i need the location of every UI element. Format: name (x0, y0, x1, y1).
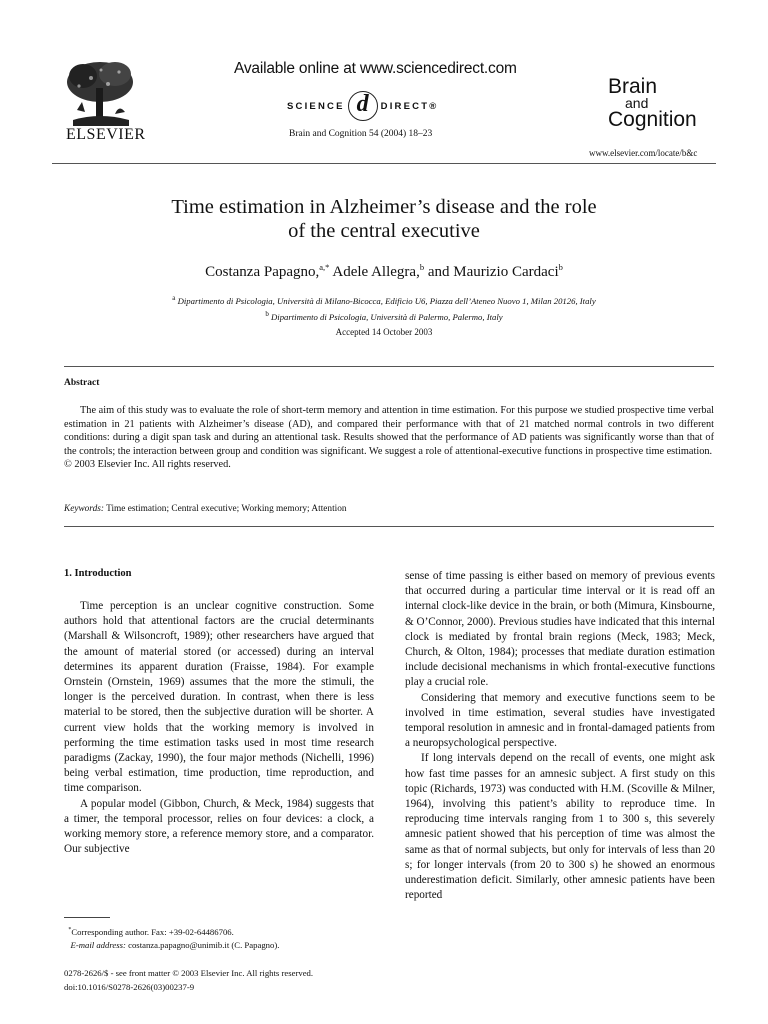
right-paragraph-2: Considering that memory and executive functions seem to be involved in time estimation, several studies have investigated temporal resolution in amnesic and in frontal-damaged patients from a neuropsychological perspective. (405, 691, 715, 750)
journal-citation: Brain and Cognition 54 (2004) 18–23 (289, 129, 433, 139)
issn-line: 0278-2626/$ - see front matter © 2003 Elsevier Inc. All rights reserved. (64, 968, 314, 978)
sciencedirect-logo (287, 91, 438, 121)
journal-logo-line2: and (625, 95, 649, 111)
footnote-divider (64, 917, 110, 918)
author-2: Adele Allegra, (329, 264, 420, 280)
affiliation-b-sup: b (265, 309, 269, 318)
sciencedirect-right: DIRECT® (380, 100, 439, 112)
left-paragraph-2: A popular model (Gibbon, Church, & Meck, 1984) suggests that a timer, the temporal processor, relies on four devices: a clock, a working memory store, a reference memory store, and a comparator. Our subjective (64, 797, 374, 856)
available-online-banner[interactable]: Available online at www.sciencedirect.com (234, 60, 517, 77)
abstract-body (64, 404, 714, 472)
right-column (405, 569, 715, 903)
left-paragraph-1: Time perception is an unclear cognitive construction. Some authors hold that attentional factors are the crucial determinants (Marshall & Wilsoncroft, 1989); other researchers have argued that the amount of material stored (or accessed) during an interval determines its apparent duration (Fraisse, 1984). For example Ornstein (Ornstein, 1969) assumes that the more the stimuli, the longer is the perceived duration. In contrast, when there is less material to be stored, then the subjective duration will be shorter. A current view holds that the working memory is involved in performing the time estimation tasks used in most time research paradigms (Zackay, 1990), the four major methods (Nichelli, 1996) being verbal estimation, time production, time reproduction, and time comparison. (64, 600, 374, 795)
author-2-sup: b (419, 262, 425, 272)
footnote-marker: * (68, 927, 72, 933)
elsevier-tree-logo (63, 58, 137, 128)
abstract-text: The aim of this study was to evaluate the role of short-term memory and attention in time estimation. For this purpose we studied prospective time verbal estimation in 21 patients with Alzheimer’s disease (AD), and compared their performance with that of 21 matched normal controls in two different conditions: during a digit span task and during an attentional task. Results showed that the performance of AD patients was significantly worse than that of the controls; the interaction between group and condition was significant. We suggest a role of attentional-executive functions in prospective time estimation. (64, 405, 714, 457)
publisher-name: ELSEVIER (66, 126, 146, 143)
left-column (64, 599, 374, 857)
footnote-email-label: E-mail address: (70, 939, 126, 950)
affiliations (0, 292, 768, 324)
abstract-copyright: © 2003 Elsevier Inc. All rights reserved. (64, 459, 231, 471)
author-1-sup: a,* (319, 262, 330, 272)
title-line-1: Time estimation in Alzheimer’s disease and the role (171, 196, 597, 218)
right-paragraph-1: sense of time passing is either based on memory of previous events that occurred during a particular time interval or it is read off an internal clock-like device in the brain, or both (Mimura, Kinsbourne, & O’Connor, 2000). Previous studies have indicated that this internal clock is mediated by frontal brain regions (Meck, 1983; Meck, Church, & Olton, 1984); processes that mediate duration estimation include decisional mechanisms in which frontal-executive functions play a crucial role. (405, 570, 715, 689)
article-title (0, 195, 768, 243)
doi-line[interactable]: doi:10.1016/S0278-2626(03)00237-9 (64, 982, 195, 992)
affiliation-a-sup: a (172, 294, 176, 302)
right-paragraph-3: If long intervals depend on the recall of events, one might ask how fast time passes for an amnesic subject. A first study on this topic (Richards, 1973) was conducted with H.M. (Scoville & Milner, 1964), involving this patient’s ability to reproduce time. In reproducing time intervals ranging from 1 to 300 s, this severely amnesic patient showed that his perception of time was almost the same as that of normal subjects, but only for intervals of less than 20 s; for longer intervals (from 20 to 300 s) he showed an enormous underestimation deficit. Similarly, other amnesic patients have been reported (405, 752, 715, 902)
author-1: Costanza Papagno, (205, 264, 320, 280)
keywords-value: Time estimation; Central executive; Working memory; Attention (103, 504, 347, 514)
journal-url[interactable]: www.elsevier.com/locate/b&c (589, 148, 698, 158)
keywords (64, 504, 347, 514)
journal-logo-line3: Cognition (608, 108, 697, 131)
author-3-sup: b (558, 262, 563, 272)
sciencedirect-d-icon: d (348, 91, 378, 121)
front-matter (64, 966, 313, 994)
abstract-heading: Abstract (64, 378, 100, 388)
author-3: and Maurizio Cardaci (424, 264, 559, 280)
keywords-divider (64, 526, 714, 527)
section-heading-introduction: 1. Introduction (64, 568, 132, 579)
footnote-email-address[interactable]: costanza.papagno@unimib.it (C. Papagno). (125, 939, 280, 950)
footnote-corresponding-text: Corresponding author. Fax: +39-02-64486706. (71, 926, 234, 937)
footnote-email (64, 939, 279, 952)
title-line-2: of the central executive (288, 220, 480, 242)
footnote (64, 924, 279, 952)
author-list (0, 262, 768, 281)
header-divider (52, 163, 716, 164)
affiliation-a (0, 292, 768, 308)
journal-logo-line1: Brain (608, 75, 658, 98)
accepted-date: Accepted 14 October 2003 (335, 327, 433, 337)
affiliation-a-text: Dipartimento di Psicologia, Università di Milano-Bicocca, Edificio U6, Piazza dell’Ateneo Nuovo 1, Milan 20126, Italy (177, 295, 596, 306)
journal-logo (608, 76, 697, 130)
affiliation-b (0, 308, 768, 324)
abstract-top-divider (64, 366, 714, 367)
keywords-label: Keywords: (64, 504, 104, 514)
footnote-corresponding (64, 924, 279, 939)
affiliation-b-text: Dipartimento di Psicologia, Università di Palermo, Palermo, Italy (271, 311, 503, 322)
sciencedirect-left: SCIENCE (287, 100, 345, 112)
